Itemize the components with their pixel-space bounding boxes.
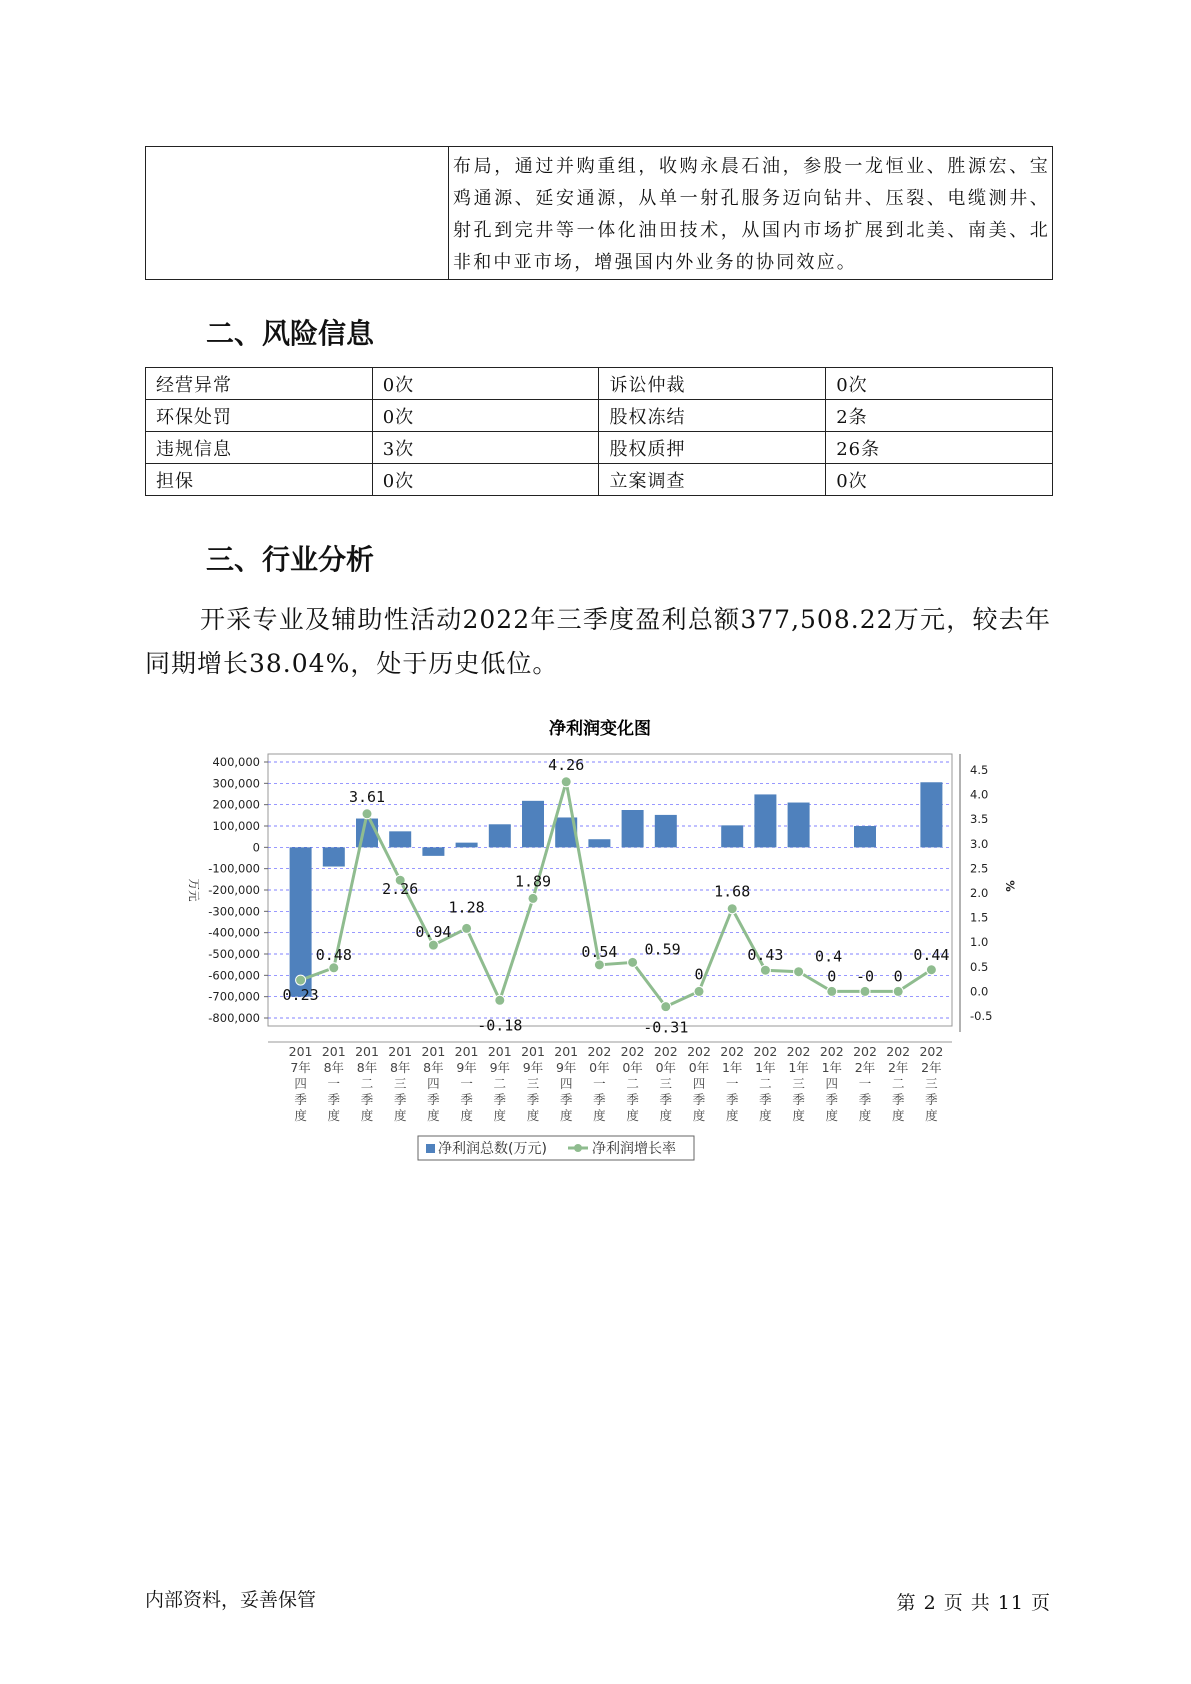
left-axis-tick-label: -100,000 — [208, 861, 260, 876]
x-tick-label: 度 — [759, 1108, 772, 1123]
x-tick-label: 0年 — [622, 1060, 643, 1075]
bar — [422, 847, 444, 856]
x-tick-label: 四 — [825, 1076, 839, 1091]
risk-row — [146, 400, 1053, 432]
x-tick-label: 季 — [593, 1092, 606, 1107]
x-tick-label: 季 — [692, 1092, 706, 1107]
left-axis-tick-label: 100,000 — [212, 819, 260, 833]
growth-rate-point — [428, 940, 438, 950]
risk-item-label: 经营异常 — [146, 368, 373, 400]
x-tick-label: 202 — [819, 1044, 844, 1059]
x-tick-label: 201 — [355, 1044, 379, 1059]
risk-item-value: 2条 — [826, 400, 1053, 432]
growth-rate-point — [860, 986, 870, 996]
x-tick-label: 二 — [759, 1076, 772, 1091]
bar — [489, 824, 511, 847]
growth-rate-label: 0.43 — [747, 946, 784, 965]
x-tick-label: 二 — [626, 1076, 639, 1091]
left-axis-tick-label: -500,000 — [208, 947, 260, 961]
growth-rate-point — [329, 963, 339, 973]
x-tick-label: 202 — [620, 1044, 645, 1059]
growth-rate-point — [594, 960, 604, 970]
x-tick-label: 201 — [421, 1044, 446, 1059]
x-tick-label: 季 — [626, 1092, 639, 1107]
x-tick-label: 季 — [493, 1092, 507, 1107]
growth-rate-label: 0.48 — [315, 945, 352, 964]
x-tick-label: 度 — [393, 1108, 407, 1123]
growth-rate-label: -0 — [855, 967, 875, 986]
x-tick-label: 度 — [559, 1108, 573, 1123]
risk-item-value: 3次 — [372, 432, 599, 464]
x-tick-label: 度 — [294, 1108, 307, 1123]
risk-item-value: 0次 — [826, 464, 1053, 496]
growth-rate-point — [462, 923, 472, 933]
x-tick-label: 二 — [360, 1076, 374, 1091]
x-tick-label: 季 — [393, 1092, 407, 1107]
bar — [754, 794, 776, 847]
x-tick-label: 0年 — [688, 1060, 710, 1075]
growth-rate-point — [661, 1002, 671, 1012]
x-tick-label: 度 — [593, 1108, 606, 1123]
x-tick-label: 一 — [725, 1076, 739, 1091]
x-tick-label: 一 — [593, 1076, 606, 1091]
x-tick-label: 季 — [891, 1092, 905, 1107]
x-tick-label: 8年 — [323, 1060, 345, 1075]
x-tick-label: 季 — [360, 1092, 374, 1107]
x-tick-label: 202 — [919, 1044, 944, 1059]
right-axis-tick-label: 1.5 — [970, 910, 989, 925]
bar — [721, 825, 743, 847]
growth-rate-label: 0 — [694, 965, 704, 984]
growth-rate-label: 1.28 — [448, 898, 485, 917]
left-axis-tick-label: -800,000 — [208, 1011, 260, 1025]
x-tick-label: 季 — [792, 1092, 805, 1107]
x-tick-label: 度 — [526, 1108, 540, 1123]
x-tick-label: 8年 — [423, 1060, 444, 1075]
x-tick-label: 2年 — [921, 1060, 942, 1075]
risk-item-value: 0次 — [372, 400, 599, 432]
x-tick-label: 季 — [294, 1092, 307, 1107]
growth-rate-point — [926, 965, 936, 975]
growth-rate-label: 0.54 — [581, 942, 618, 961]
x-tick-label: 8年 — [356, 1060, 378, 1075]
x-tick-label: 季 — [759, 1092, 772, 1107]
x-tick-label: 202 — [886, 1044, 911, 1059]
right-axis-tick-label: -0.5 — [970, 1009, 993, 1023]
x-tick-label: 度 — [858, 1108, 872, 1123]
x-tick-label: 2年 — [854, 1060, 876, 1075]
x-tick-label: 季 — [725, 1092, 739, 1107]
growth-rate-point — [495, 995, 505, 1005]
bar — [920, 782, 942, 847]
x-tick-label: 8年 — [389, 1060, 411, 1075]
left-axis-tick-label: -600,000 — [208, 968, 260, 983]
x-tick-label: 201 — [487, 1044, 512, 1059]
x-tick-label: 度 — [493, 1108, 507, 1123]
right-axis-tick-label: 0.0 — [970, 984, 989, 999]
growth-rate-label: 0.4 — [815, 947, 843, 966]
growth-rate-point — [893, 986, 903, 996]
growth-rate-point — [362, 809, 372, 819]
x-tick-label: 1年 — [788, 1060, 809, 1075]
x-tick-label: 三 — [925, 1076, 938, 1091]
x-tick-label: 202 — [853, 1044, 877, 1059]
bar — [622, 810, 644, 847]
growth-rate-label: 1.68 — [714, 882, 751, 901]
growth-rate-point — [760, 965, 770, 975]
risk-item-label: 违规信息 — [146, 432, 373, 464]
growth-rate-label: 3.61 — [348, 787, 386, 806]
risk-item-value: 26条 — [826, 432, 1053, 464]
chart-title: 净利润变化图 — [549, 719, 651, 739]
growth-rate-label: 0 — [893, 967, 903, 986]
x-tick-label: 202 — [653, 1044, 678, 1059]
risk-item-label: 诉讼仲裁 — [599, 368, 826, 400]
section-heading-industry: 三、行业分析 — [206, 543, 375, 576]
left-axis-tick-label: -300,000 — [208, 904, 260, 919]
x-tick-label: 四 — [294, 1076, 307, 1091]
left-axis-tick-label: 400,000 — [212, 755, 260, 769]
x-tick-label: 二 — [891, 1076, 905, 1091]
bar — [456, 843, 478, 848]
x-tick-label: 202 — [687, 1044, 711, 1059]
bar — [788, 803, 810, 848]
growth-rate-point — [561, 777, 571, 787]
industry-paragraph: 开采专业及辅助性活动2022年三季度盈利总额377,508.22万元，较去年同期增长38.04%，处于历史低位。 — [145, 605, 1051, 678]
x-tick-label: 度 — [792, 1108, 805, 1123]
left-axis-tick-label: 0 — [252, 840, 260, 855]
x-tick-label: 一 — [327, 1076, 341, 1091]
legend-bar-label: 净利润总数(万元) — [438, 1141, 547, 1157]
x-tick-label: 度 — [692, 1108, 706, 1123]
x-tick-label: 季 — [460, 1092, 473, 1107]
x-tick-label: 9年 — [456, 1060, 477, 1075]
bar — [290, 847, 312, 996]
x-tick-label: 四 — [427, 1076, 440, 1091]
right-axis-tick-label: 0.5 — [970, 959, 989, 974]
left-axis-tick-label: -400,000 — [208, 925, 260, 940]
x-tick-label: 季 — [858, 1092, 872, 1107]
bar — [522, 801, 544, 848]
x-tick-label: 度 — [460, 1108, 473, 1123]
growth-rate-label: -0.18 — [477, 1016, 523, 1035]
x-tick-label: 201 — [388, 1044, 413, 1059]
x-tick-label: 度 — [626, 1108, 639, 1123]
x-tick-label: 度 — [825, 1108, 839, 1123]
right-axis-tick-label: 4.0 — [970, 787, 989, 802]
left-axis-tick-label: -200,000 — [208, 883, 260, 897]
growth-rate-label: 0.44 — [913, 945, 950, 964]
right-axis-tick-label: 2.0 — [970, 886, 989, 900]
growth-rate-label: 2.26 — [382, 880, 419, 899]
growth-rate-point — [794, 967, 804, 977]
growth-rate-label: 0.23 — [282, 986, 319, 1005]
x-tick-label: 度 — [659, 1108, 673, 1123]
growth-rate-label: 1.89 — [514, 872, 552, 891]
x-tick-label: 201 — [554, 1044, 579, 1059]
risk-row — [146, 464, 1053, 496]
x-tick-label: 三 — [792, 1076, 805, 1091]
x-tick-label: 二 — [493, 1076, 507, 1091]
x-tick-label: 1年 — [821, 1060, 843, 1075]
risk-item-label: 担保 — [146, 464, 373, 496]
right-axis-tick-label: 3.0 — [970, 836, 989, 851]
x-tick-label: 一 — [858, 1076, 872, 1091]
x-tick-label: 1年 — [721, 1060, 743, 1075]
x-tick-label: 度 — [891, 1108, 905, 1123]
x-tick-label: 度 — [327, 1108, 341, 1123]
bar — [655, 815, 677, 847]
x-tick-label: 一 — [460, 1076, 473, 1091]
x-tick-label: 9年 — [489, 1060, 511, 1075]
x-tick-label: 三 — [393, 1076, 407, 1091]
left-axis-tick-label: 300,000 — [212, 776, 260, 791]
x-tick-label: 三 — [659, 1076, 673, 1091]
growth-rate-label: 4.26 — [548, 755, 585, 774]
x-tick-label: 季 — [526, 1092, 540, 1107]
risk-item-label: 环保处罚 — [146, 400, 373, 432]
x-tick-label: 度 — [925, 1108, 938, 1123]
right-axis-tick-label: 4.5 — [970, 763, 989, 777]
x-tick-label: 9年 — [522, 1060, 544, 1075]
x-tick-label: 201 — [321, 1044, 346, 1059]
risk-item-label: 股权冻结 — [599, 400, 826, 432]
x-tick-label: 9年 — [555, 1060, 577, 1075]
bar — [588, 839, 610, 847]
x-tick-label: 0年 — [589, 1060, 610, 1075]
x-tick-label: 7年 — [290, 1060, 311, 1075]
business-description-table — [145, 146, 1053, 280]
x-tick-label: 1年 — [755, 1060, 776, 1075]
x-tick-label: 201 — [454, 1044, 479, 1059]
x-tick-label: 度 — [360, 1108, 374, 1123]
risk-row — [146, 368, 1053, 400]
x-tick-label: 季 — [825, 1092, 839, 1107]
x-tick-label: 四 — [559, 1076, 573, 1091]
x-tick-label: 季 — [327, 1092, 341, 1107]
x-tick-label: 度 — [427, 1108, 440, 1123]
x-tick-label: 季 — [559, 1092, 573, 1107]
growth-rate-point — [827, 986, 837, 996]
x-tick-label: 度 — [725, 1108, 739, 1123]
growth-rate-point — [528, 893, 538, 903]
x-tick-label: 季 — [925, 1092, 938, 1107]
growth-rate-point — [628, 957, 638, 967]
risk-row — [146, 432, 1053, 464]
left-axis-tick-label: 200,000 — [212, 797, 260, 812]
x-tick-label: 季 — [427, 1092, 440, 1107]
x-tick-label: 201 — [521, 1044, 545, 1059]
growth-rate-point — [694, 986, 704, 996]
bar — [389, 831, 411, 847]
x-tick-label: 202 — [786, 1044, 811, 1059]
x-tick-label: 202 — [720, 1044, 745, 1059]
growth-rate-label: 0.59 — [644, 940, 681, 959]
x-tick-label: 202 — [753, 1044, 778, 1059]
right-axis-tick-label: 3.5 — [970, 812, 989, 827]
x-tick-label: 2年 — [887, 1060, 909, 1075]
x-tick-label: 202 — [587, 1044, 612, 1059]
risk-item-label: 股权质押 — [599, 432, 826, 464]
x-tick-label: 三 — [526, 1076, 540, 1091]
left-axis-tick-label: -700,000 — [208, 989, 260, 1004]
x-tick-label: 0年 — [655, 1060, 677, 1075]
legend-line-label: 净利润增长率 — [592, 1141, 676, 1157]
growth-rate-label: 0.94 — [415, 923, 452, 942]
growth-rate-point — [727, 904, 737, 914]
x-tick-label: 201 — [288, 1044, 313, 1059]
right-axis-tick-label: 2.5 — [970, 861, 989, 876]
right-axis-tick-label: 1.0 — [970, 935, 989, 950]
risk-item-value: 0次 — [372, 368, 599, 400]
x-tick-label: 四 — [692, 1076, 706, 1091]
table-label-cell — [146, 147, 449, 280]
growth-rate-point — [296, 975, 306, 985]
net-profit-chart — [170, 710, 1017, 1157]
bar — [323, 847, 345, 866]
legend-bar-swatch — [426, 1144, 435, 1153]
section-heading-risk: 二、风险信息 — [206, 317, 375, 350]
risk-item-label: 立案调查 — [599, 464, 826, 496]
legend-line-marker — [574, 1144, 582, 1152]
growth-rate-label: -0.31 — [643, 1018, 689, 1037]
growth-rate-label: 0 — [827, 967, 837, 986]
bar — [854, 826, 876, 847]
page-number: 第 2 页 共 11 页 — [896, 1592, 1051, 1614]
business-description-text: 布局，通过并购重组，收购永晨石油，参股一龙恒业、胜源宏、宝鸡通源、延安通源，从单一射孔服务迈向钻井、压裂、电缆测井、射孔到完井等一体化油田技术，从国内市场扩展到北美、南美、北非和中亚市场，增强国内外业务的协同效应。 — [449, 147, 1053, 280]
risk-item-value: 0次 — [372, 464, 599, 496]
x-tick-label: 季 — [659, 1092, 673, 1107]
risk-info-table — [145, 367, 1053, 496]
footer-confidential: 内部资料，妥善保管 — [145, 1589, 317, 1611]
left-axis-title: 万元 — [187, 878, 201, 902]
risk-item-value: 0次 — [826, 368, 1053, 400]
right-axis-title: % — [1003, 880, 1017, 892]
